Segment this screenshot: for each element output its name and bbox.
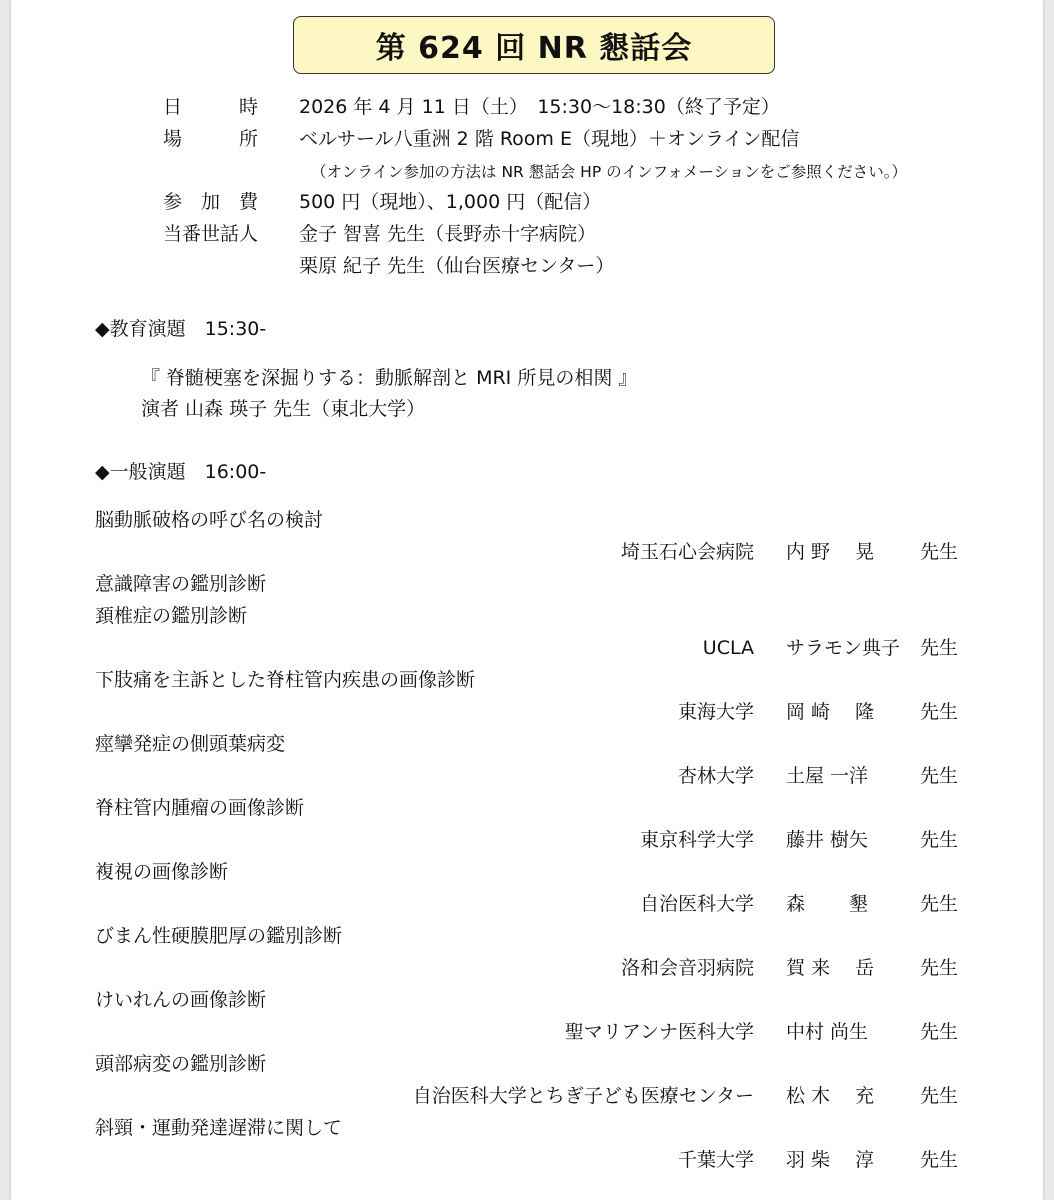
speaker-honorific: 先生 xyxy=(919,765,958,787)
speaker-entry xyxy=(786,828,958,852)
talk-title: けいれんの画像診断 xyxy=(95,989,267,1011)
speaker-name: 中村 尚生 xyxy=(786,1021,869,1043)
education-heading: ◆教育演題 15:30- xyxy=(95,318,267,340)
speaker-affiliation: UCLA xyxy=(702,637,754,659)
speaker-name: 藤井 樹矢 xyxy=(786,829,869,851)
organizer-label: 当番世話人 xyxy=(163,223,259,245)
place-value: ベルサール八重洲 2 階 Room E（現地）＋オンライン配信 xyxy=(299,128,800,150)
speaker-affiliation: 杏林大学 xyxy=(677,765,754,787)
place-note: （オンライン参加の方法は NR 懇話会 HP のインフォメーションをご参照ください。） xyxy=(311,163,907,181)
speaker-entry xyxy=(786,636,958,660)
speaker-affiliation: 洛和会音羽病院 xyxy=(620,957,754,979)
speaker-honorific: 先生 xyxy=(919,637,958,659)
speaker-affiliation: 聖マリアンナ医科大学 xyxy=(564,1021,754,1043)
talk-title: 下肢痛を主訴とした脊柱管内疾患の画像診断 xyxy=(95,669,476,691)
talk-title: 頚椎症の鑑別診断 xyxy=(95,605,248,627)
education-talk-title: 『 脊髄梗塞を深掘りする：動脈解剖と MRI 所見の相関 』 xyxy=(141,367,638,389)
speaker-entry xyxy=(786,956,958,980)
speaker-entry xyxy=(786,892,958,916)
speaker-entry xyxy=(786,764,958,788)
speaker-entry xyxy=(786,540,958,564)
speaker-honorific: 先生 xyxy=(919,1085,958,1107)
speaker-name: 羽 柴 淳 xyxy=(786,1149,875,1171)
speaker-name: 賀 来 岳 xyxy=(786,957,875,979)
speaker-honorific: 先生 xyxy=(919,1021,958,1043)
date-value: 2026 年 4 月 11 日（土） 15:30～18:30（終了予定） xyxy=(299,96,780,118)
speaker-entry xyxy=(786,1084,958,1108)
document-page xyxy=(11,0,1043,1200)
speaker-name: 松 木 充 xyxy=(786,1085,875,1107)
talk-title: 意識障害の鑑別診断 xyxy=(95,573,267,595)
organizer-2: 栗原 紀子 先生（仙台医療センター） xyxy=(299,255,615,277)
talk-title: 脊柱管内腫瘤の画像診断 xyxy=(95,797,305,819)
fee-label: 参 加 費 xyxy=(163,191,259,213)
speaker-honorific: 先生 xyxy=(919,1149,958,1171)
speaker-affiliation: 東京科学大学 xyxy=(639,829,754,851)
general-heading: ◆一般演題 16:00- xyxy=(95,461,267,483)
speaker-affiliation: 自治医科大学 xyxy=(639,893,754,915)
speaker-entry xyxy=(786,700,958,724)
speaker-honorific: 先生 xyxy=(919,829,958,851)
speaker-affiliation: 埼玉石心会病院 xyxy=(620,541,754,563)
talk-title: 脳動脈破格の呼び名の検討 xyxy=(95,509,324,531)
speaker-name: 土屋 一洋 xyxy=(786,765,869,787)
talk-title: びまん性硬膜肥厚の鑑別診断 xyxy=(95,925,343,947)
speaker-affiliation: 自治医科大学とちぎ子ども医療センター xyxy=(412,1085,754,1107)
talk-title: 複視の画像診断 xyxy=(95,861,229,883)
speaker-name: サラモン典子 xyxy=(786,637,901,659)
talk-title: 痙攣発症の側頭葉病変 xyxy=(95,733,286,755)
speaker-affiliation: 東海大学 xyxy=(677,701,754,723)
speaker-honorific: 先生 xyxy=(919,541,958,563)
speaker-honorific: 先生 xyxy=(919,893,958,915)
speaker-affiliation: 千葉大学 xyxy=(677,1149,754,1171)
speaker-honorific: 先生 xyxy=(919,957,958,979)
speaker-name: 岡 崎 隆 xyxy=(786,701,875,723)
speaker-name: 森 墾 xyxy=(786,893,869,915)
speaker-entry xyxy=(786,1020,958,1044)
fee-value: 500 円（現地）、1,000 円（配信） xyxy=(299,191,602,213)
date-label: 日 時 xyxy=(163,96,259,118)
speaker-honorific: 先生 xyxy=(919,701,958,723)
place-label: 場 所 xyxy=(163,128,259,150)
education-speaker: 演者 山森 瑛子 先生（東北大学） xyxy=(141,398,426,420)
talk-title: 斜頸・運動発達遅滞に関して xyxy=(95,1117,343,1139)
speaker-name: 内 野 晃 xyxy=(786,541,875,563)
organizer-1: 金子 智喜 先生（長野赤十字病院） xyxy=(299,223,597,245)
talk-title: 頭部病変の鑑別診断 xyxy=(95,1053,267,1075)
speaker-entry xyxy=(786,1148,958,1172)
page-title: 第 624 回 NR 懇話会 xyxy=(293,16,775,74)
